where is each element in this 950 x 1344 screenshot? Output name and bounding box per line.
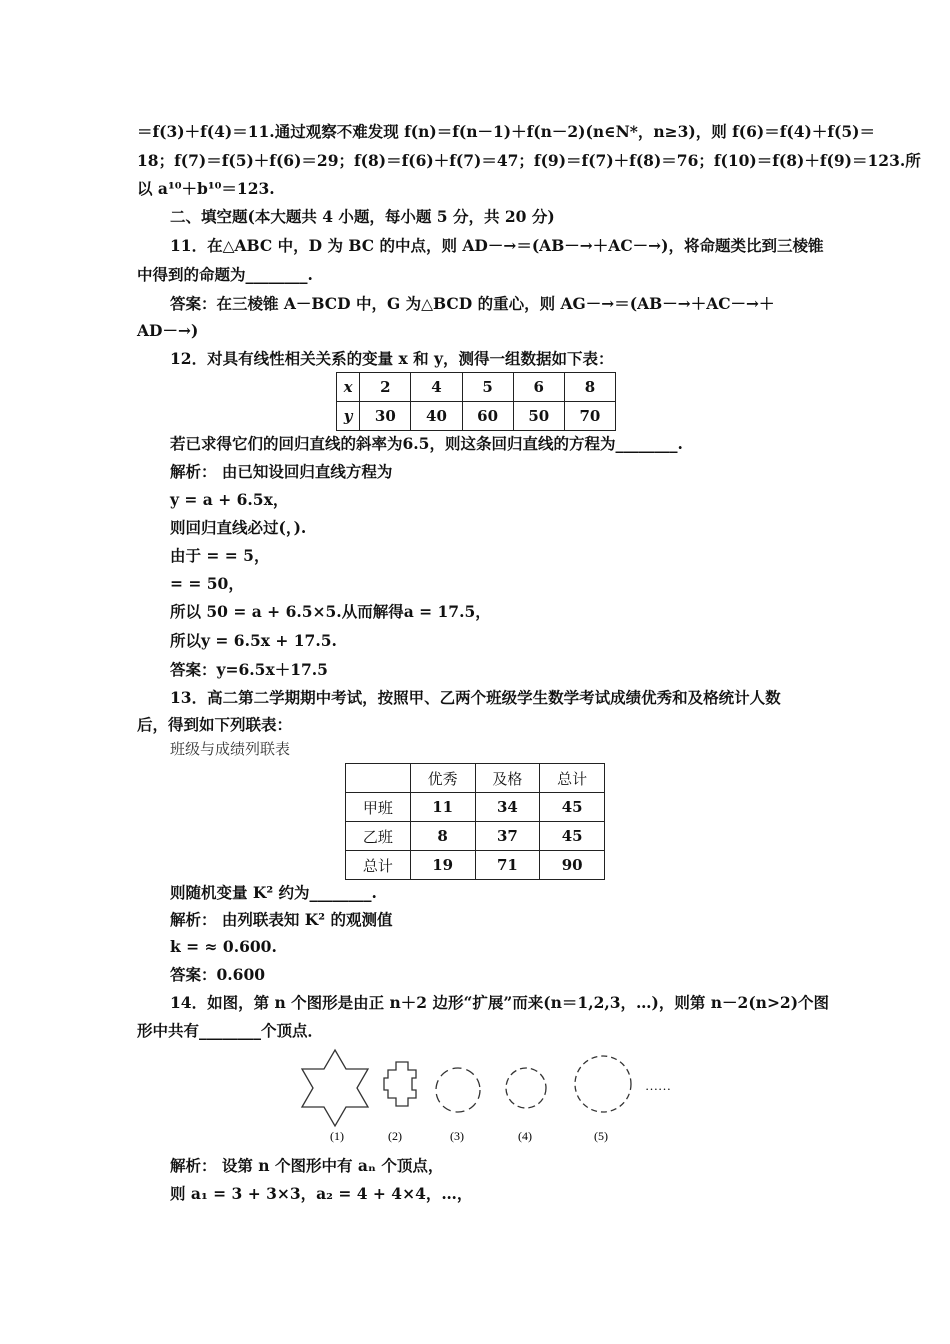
answer-11-cont: AD－→) (137, 321, 199, 340)
table-caption: 班级与成绩列联表 (170, 740, 291, 758)
table-cell: 19 (410, 851, 475, 880)
question-11: 11．在△ABC 中，D 为 BC 的中点，则 AD－→＝(AB－→＋AC－→)，将命题类比到三棱锥 (170, 236, 824, 255)
table-cell: 34 (475, 793, 540, 822)
table-cell: 甲班 (346, 793, 411, 822)
solution-line: 所以 50 = a + 6.5×5.从而解得a = 17.5， (170, 602, 491, 621)
table-cell: 37 (475, 822, 540, 851)
table-cell: y (337, 402, 360, 431)
table-cell: 2 (360, 373, 411, 402)
solution-line: y = a + 6.5x， (170, 490, 289, 509)
solution-line: 所以y = 6.5x + 17.5. (170, 631, 337, 650)
table-cell: 11 (410, 793, 475, 822)
table-cell: 71 (475, 851, 540, 880)
solution-line: k = ≈ 0.600. (170, 937, 277, 956)
table-cell: 40 (411, 402, 462, 431)
figure-label: (2) (388, 1129, 402, 1143)
table-row (346, 793, 605, 822)
figure-1-star (302, 1050, 368, 1126)
question-13: 13．高二第二学期期中考试，按照甲、乙两个班级学生数学考试成绩优秀和及格统计人数 (170, 688, 781, 707)
table-cell: 45 (540, 793, 605, 822)
table-row (346, 822, 605, 851)
polygon-figures (300, 1042, 700, 1152)
figure-label: (4) (518, 1129, 532, 1143)
solution-14: 解析： 设第 n 个图形中有 aₙ 个顶点， (170, 1156, 444, 1175)
table-header-cell: 优秀 (410, 764, 475, 793)
solution-13: 解析： 由列联表知 K² 的观测值 (170, 910, 393, 929)
solution-line: 则回归直线必过(，). (170, 518, 307, 537)
figure-label: (5) (594, 1129, 608, 1143)
contingency-table-13 (345, 763, 605, 880)
question-12-cont: 若已求得它们的回归直线的斜率为6.5，则这条回归直线的方程为________. (170, 434, 683, 453)
table-header-cell (346, 764, 411, 793)
table-cell: 30 (360, 402, 411, 431)
answer-12: 答案：y=6.5x＋17.5 (170, 660, 328, 679)
figure-4-polygon (506, 1068, 546, 1108)
table-cell: 90 (540, 851, 605, 880)
table-cell: 5 (462, 373, 513, 402)
data-table-12 (336, 372, 616, 431)
solution-line: = = 50， (170, 574, 244, 593)
question-14: 14．如图，第 n 个图形是由正 n＋2 边形“扩展”而来(n＝1,2,3，…)，则第 n－2(n>2)个图 (170, 993, 830, 1012)
table-row (337, 402, 616, 431)
table-cell: 6 (513, 373, 564, 402)
figure-2-cross (384, 1062, 416, 1106)
solution-line: 则 a₁ = 3 + 3×3，a₂ = 4 + 4×4，…， (170, 1184, 473, 1203)
table-cell: 4 (411, 373, 462, 402)
section-heading: 二、填空题(本大题共 4 小题，每小题 5 分，共 20 分) (170, 207, 555, 226)
figure-ellipsis: …… (645, 1078, 671, 1093)
table-cell: 60 (462, 402, 513, 431)
answer-11: 答案：在三棱锥 A－BCD 中，G 为△BCD 的重心，则 AG－→＝(AB－→＋AC－→＋ (170, 294, 775, 313)
table-cell: 50 (513, 402, 564, 431)
question-13-ask: 则随机变量 K² 约为________. (170, 883, 377, 902)
table-row (337, 373, 616, 402)
solution-12: 解析： 由已知设回归直线方程为 (170, 462, 393, 481)
table-header-cell: 总计 (540, 764, 605, 793)
table-cell: 8 (410, 822, 475, 851)
text-line: 以 a¹⁰＋b¹⁰＝123. (137, 179, 275, 198)
table-cell: x (337, 373, 360, 402)
figure-5-polygon (575, 1056, 631, 1112)
answer-13: 答案：0.600 (170, 965, 266, 984)
solution-line: 由于 = = 5， (170, 546, 270, 565)
table-cell: 70 (564, 402, 615, 431)
question-14-cont: 形中共有________个顶点． (137, 1021, 324, 1040)
table-cell: 总计 (346, 851, 411, 880)
figure-3-polygon (436, 1068, 480, 1112)
figure-label: (1) (330, 1129, 344, 1143)
question-13-cont: 后，得到如下列联表： (137, 715, 293, 734)
table-header-row (346, 764, 605, 793)
table-cell: 45 (540, 822, 605, 851)
question-11-cont: 中得到的命题为________. (137, 265, 313, 284)
text-line: 18；f(7)＝f(5)＋f(6)＝29；f(8)＝f(6)＋f(7)＝47；f(9)＝f(7)＋f(8)＝76；f(10)＝f(8)＋f(9)＝123.所 (137, 151, 921, 170)
table-header-cell: 及格 (475, 764, 540, 793)
table-row (346, 851, 605, 880)
table-cell: 8 (564, 373, 615, 402)
figure-label: (3) (450, 1129, 464, 1143)
text-line: ＝f(3)＋f(4)＝11.通过观察不难发现 f(n)＝f(n－1)＋f(n－2)(n∈N*，n≥3)，则 f(6)＝f(4)＋f(5)＝ (137, 122, 875, 141)
question-12: 12．对具有线性相关关系的变量 x 和 y，测得一组数据如下表： (170, 349, 614, 368)
table-cell: 乙班 (346, 822, 411, 851)
